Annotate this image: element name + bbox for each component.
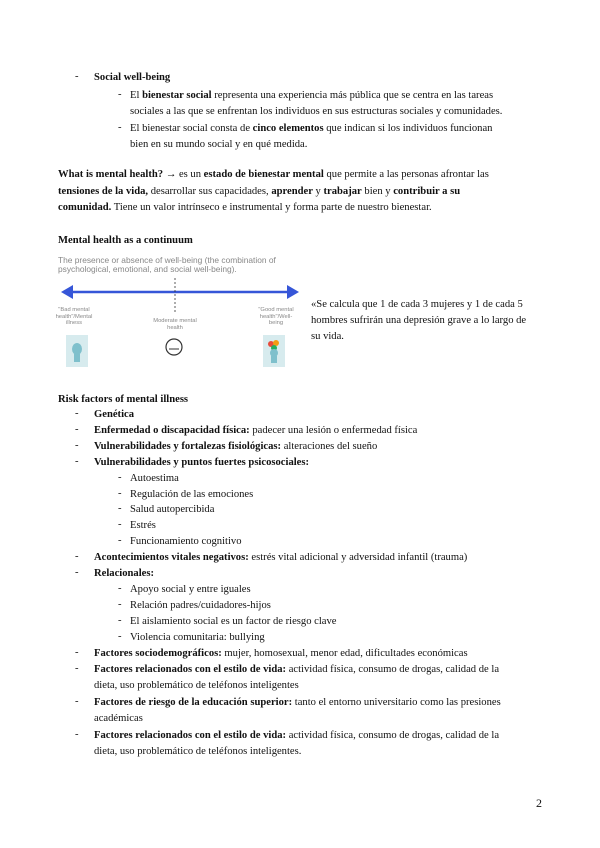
risk-enfermedad: Enfermedad o discapacidad física: padecer una lesión o enfermedad física xyxy=(94,425,418,436)
list-item: Relación padres/cuidadores-hijos xyxy=(130,600,271,611)
figure-caption: The presence or absence of well-being (the combination of psychological, emotional, and social well-being). xyxy=(58,255,276,274)
good-mental-health-label: "Good mental health"/Well- being xyxy=(258,307,294,326)
risk-sociodemograficos: Factores sociodemográficos: mujer, homosexual, menor edad, dificultades económicas xyxy=(94,648,468,659)
risk-vulnerabilidades-psicosociales: Vulnerabilidades y puntos fuertes psicosociales: xyxy=(94,457,310,468)
neutral-face-icon xyxy=(163,337,185,357)
social-bullet-2-cont: bien en su mundo social y en qué medida. xyxy=(130,139,308,150)
list-item: El aislamiento social es un factor de riesgo clave xyxy=(130,616,337,627)
social-heading: Social well-being xyxy=(94,72,171,83)
risk-vulnerabilidades-fisiologicas: Vulnerabilidades y fortalezas fisiológicas: alteraciones del sueño xyxy=(94,441,378,452)
happy-head-icon xyxy=(263,335,285,367)
list-item: Autoestima xyxy=(130,473,179,484)
risk-acontecimientos: Acontecimientos vitales negativos: estrés vital adicional y adversidad infantil (trauma) xyxy=(94,552,468,563)
list-item: Estrés xyxy=(130,520,156,531)
page-number: 2 xyxy=(536,796,542,810)
continuum-heading: Mental health as a continuum xyxy=(58,235,193,246)
risk-estilo-vida-2: Factores relacionados con el estilo de vida: actividad física, consumo de drogas, calidad de la xyxy=(94,730,500,741)
depression-quote: «Se calcula que 1 de cada 3 mujeres y 1 de cada 5 hombres sufrirán una depresión grave a lo largo de su vida. xyxy=(311,299,527,342)
bad-mental-health-label: "Bad mental health"/Mental illness xyxy=(55,307,93,326)
risk-heading: Risk factors of mental illness xyxy=(58,394,189,405)
social-bullet-2: El bienestar social consta de cinco elementos que indican si los individuos funcionan xyxy=(130,123,493,134)
risk-educacion-superior: Factores de riesgo de la educación superior: tanto el entorno universitario como las presiones xyxy=(94,697,501,708)
continuum-figure xyxy=(55,252,303,380)
document-page: - Social well-being - El bienestar social representa una experiencia más pública que se centra en las tareas sociales a las que se enfrentan los individuos en sus estructuras sociales y comunidades. - El bienestar social consta de cinco elementos que indican si los individuos funcionan bien en su mundo social y en qué medida. What is mental health? → es un estado de bienestar mental que permite a las personas afrontar las tensiones de la vida, desarrollar sus capacidades, aprender y trabajar bien y contribuir a su comunidad. Tiene un valor intrínseco e instrumental y forma parte de nuestro bienestar. Mental health as a continuum The presence or absence of well-being (the combination of psychological, emotional, and social well-being). "Bad mental health"/Mental illness Moderate mental health "Good mental health"/Well- being «Se calcula que 1 de cada 3 mujeres y 1 de cada 5 hombres sufrirán una depresión grave a lo largo de su vida. Risk factors of mental illness - Genética - Enfermedad o discapacidad física: padecer una lesión o enfermedad física - Vulnerabilidades y fortalezas fisiológicas: alteraciones del sueño - Vulnerabilidades y puntos fuertes psicosociales: - Autoestima - Regulación de las emociones - Salud autopercibida - Estrés - Funcionamiento cognitivo - Acontecimientos vitales negativos: estrés vital adicional y adversidad infantil (trauma) - Relacionales: - Apoyo social y entre iguales - Relación padres/cuidadores-hijos - El aislamiento social es un factor de riesgo clave - Violencia comunitaria: bullying - Factores sociodemográficos: mujer, homosexual, menor edad, dificultades económicas - Factores relacionados con el estilo de vida: actividad física, consumo de drogas, calidad de la dieta, uso problemático de teléfonos inteligentes - Factores de riesgo de la educación superior: tanto el entorno universitario como las presiones académicas - Factores relacionados con el estilo de vida: actividad física, consumo de drogas, calidad de la dieta, uso problemático de teléfonos inteligentes. 2 xyxy=(0,0,600,848)
list-item: Funcionamiento cognitivo xyxy=(130,536,242,547)
risk-genetica: Genética xyxy=(94,409,135,420)
risk-estilo-vida: Factores relacionados con el estilo de vida: actividad física, consumo de drogas, calidad de la xyxy=(94,664,500,675)
list-item: Violencia comunitaria: bullying xyxy=(130,632,265,643)
social-bullet-1: El bienestar social representa una experiencia más pública que se centra en las tareas xyxy=(130,90,494,101)
risk-estilo-vida-2-cont: dieta, uso problemático de teléfonos inteligentes. xyxy=(94,746,302,757)
risk-relacionales: Relacionales: xyxy=(94,568,155,579)
mental-health-line-3: comunidad. Tiene un valor intrínseco e instrumental y forma parte de nuestro bienestar. xyxy=(58,202,432,213)
sad-head-icon xyxy=(66,335,88,367)
risk-estilo-vida-cont: dieta, uso problemático de teléfonos inteligentes xyxy=(94,680,299,691)
list-item: Salud autopercibida xyxy=(130,504,215,515)
mental-health-line-1: What is mental health? → es un estado de bienestar mental que permite a las personas afrontar las xyxy=(58,169,489,180)
list-item: Regulación de las emociones xyxy=(130,489,254,500)
social-bullet-1-cont: sociales a las que se enfrentan los individuos en sus estructuras sociales y comunidades. xyxy=(130,106,503,117)
mental-health-line-2: tensiones de la vida, desarrollar sus capacidades, aprender y trabajar bien y contribuir a su xyxy=(58,186,461,197)
moderate-mental-health-label: Moderate mental health xyxy=(153,318,197,331)
list-item: Apoyo social y entre iguales xyxy=(130,584,251,595)
risk-educacion-superior-cont: académicas xyxy=(94,713,143,724)
